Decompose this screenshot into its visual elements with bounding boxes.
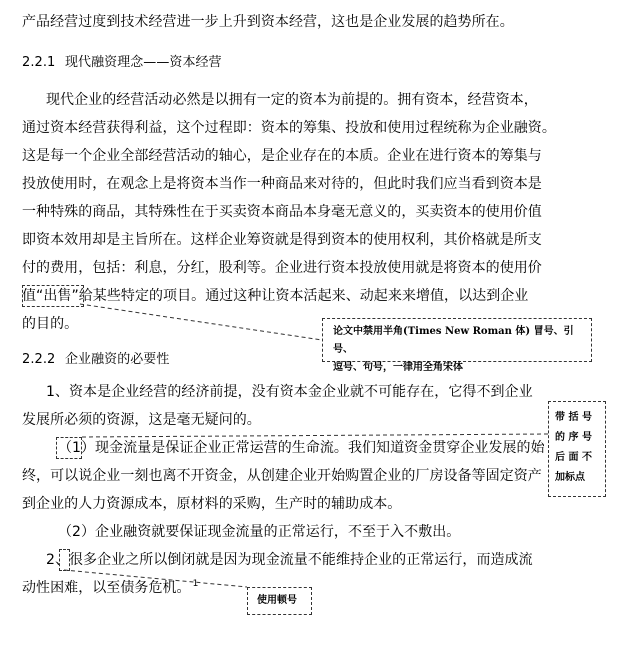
paragraph-line: （2）企业融资就要保证现金流量的正常运行，不至于入不敷出。 (58, 524, 461, 540)
paragraph-line: 这是每一个企业全部经营活动的轴心，是企业存在的本质。企业在进行资本的筹集与 (22, 148, 542, 164)
paragraph-line: （1）现金流量是保证企业正常运营的生命流。我们知道资金贯穿企业发展的始 (58, 440, 545, 456)
bracket-number-note (548, 401, 606, 497)
leader-line-dunhao (64, 570, 247, 590)
leader-line-fullwidth (80, 304, 322, 340)
paragraph-line: 发展所必须的资源，这是毫无疑问的。 (22, 412, 261, 428)
section-number: 2.2.2 (22, 352, 56, 367)
paragraph-line: 通过资本经营获得利益，这个过程即：资本的筹集、投放和使用过程统称为企业融资。 (22, 120, 556, 136)
paragraph-line: 到企业的人力资源成本，原材料的采购，生产时的辅助成本。 (22, 496, 402, 512)
paragraph-line: 值“出售”给某些特定的项目。通过这种让资本活起来、动起来来增值，以达到企业 (22, 288, 529, 304)
leader-line-bracket (82, 434, 548, 437)
section-number: 2.2.1 (22, 55, 56, 70)
paragraph-line: 的目的。 (22, 316, 79, 332)
note-line: 逗号、句号，一律用全角宋体 (333, 362, 463, 373)
paragraph-line: 现代企业的经营活动必然是以拥有一定的资本为前提的。拥有资本，经营资本， (46, 92, 538, 108)
section-title: 企业融资的必要性 (65, 352, 170, 367)
note-line: 论文中禁用半角(Times New Roman 体) 冒号、引号、 (333, 326, 574, 355)
note-line: 带 括 号 (555, 412, 592, 423)
paragraph-line: 付的费用，包括：利息，分红，股利等。企业进行资本投放使用就是将资本的使用价 (22, 260, 542, 276)
note-line: 加标点 (555, 472, 585, 483)
fullwidth-punctuation-note (322, 318, 592, 373)
paragraph-line: 即资本效用却是主旨所在。这样企业筹资就是得到资本的使用权利，其价格就是所支 (22, 232, 542, 248)
dunhao-note (247, 587, 312, 615)
section-title: 现代融资理念——资本经营 (65, 55, 222, 70)
paragraph-line: 1、资本是企业经营的经济前提，没有资本金企业就不可能存在，它得不到企业 (46, 384, 533, 400)
note-line: 使用顿号 (257, 595, 297, 606)
paragraph-line: 2、很多企业之所以倒闭就是因为现金流量不能维持企业的正常运行，而造成流 (46, 552, 533, 568)
paragraph-line: 产品经营过度到技术经营进一步上升到资本经营，这也是企业发展的趋势所在。 (22, 14, 514, 30)
note-line: 后 面 不 (555, 452, 592, 463)
paragraph-line: 投放使用时，在观念上是将资本当作一种商品来对待的，但此时我们应当看到资本是 (22, 176, 542, 192)
footnote-reference: 1 (192, 579, 199, 590)
paragraph-line: 终，可以说企业一刻也离不开资金，从创建企业开始购置企业的厂房设备等固定资产 (22, 468, 542, 484)
note-line: 的 序 号 (555, 432, 592, 443)
paragraph-line: 一种特殊的商品，其特殊性在于买卖资本商品本身毫无意义的，买卖资本的使用价值 (22, 204, 542, 220)
paragraph-text: 动性困难，以至债务危机。 (22, 580, 191, 596)
